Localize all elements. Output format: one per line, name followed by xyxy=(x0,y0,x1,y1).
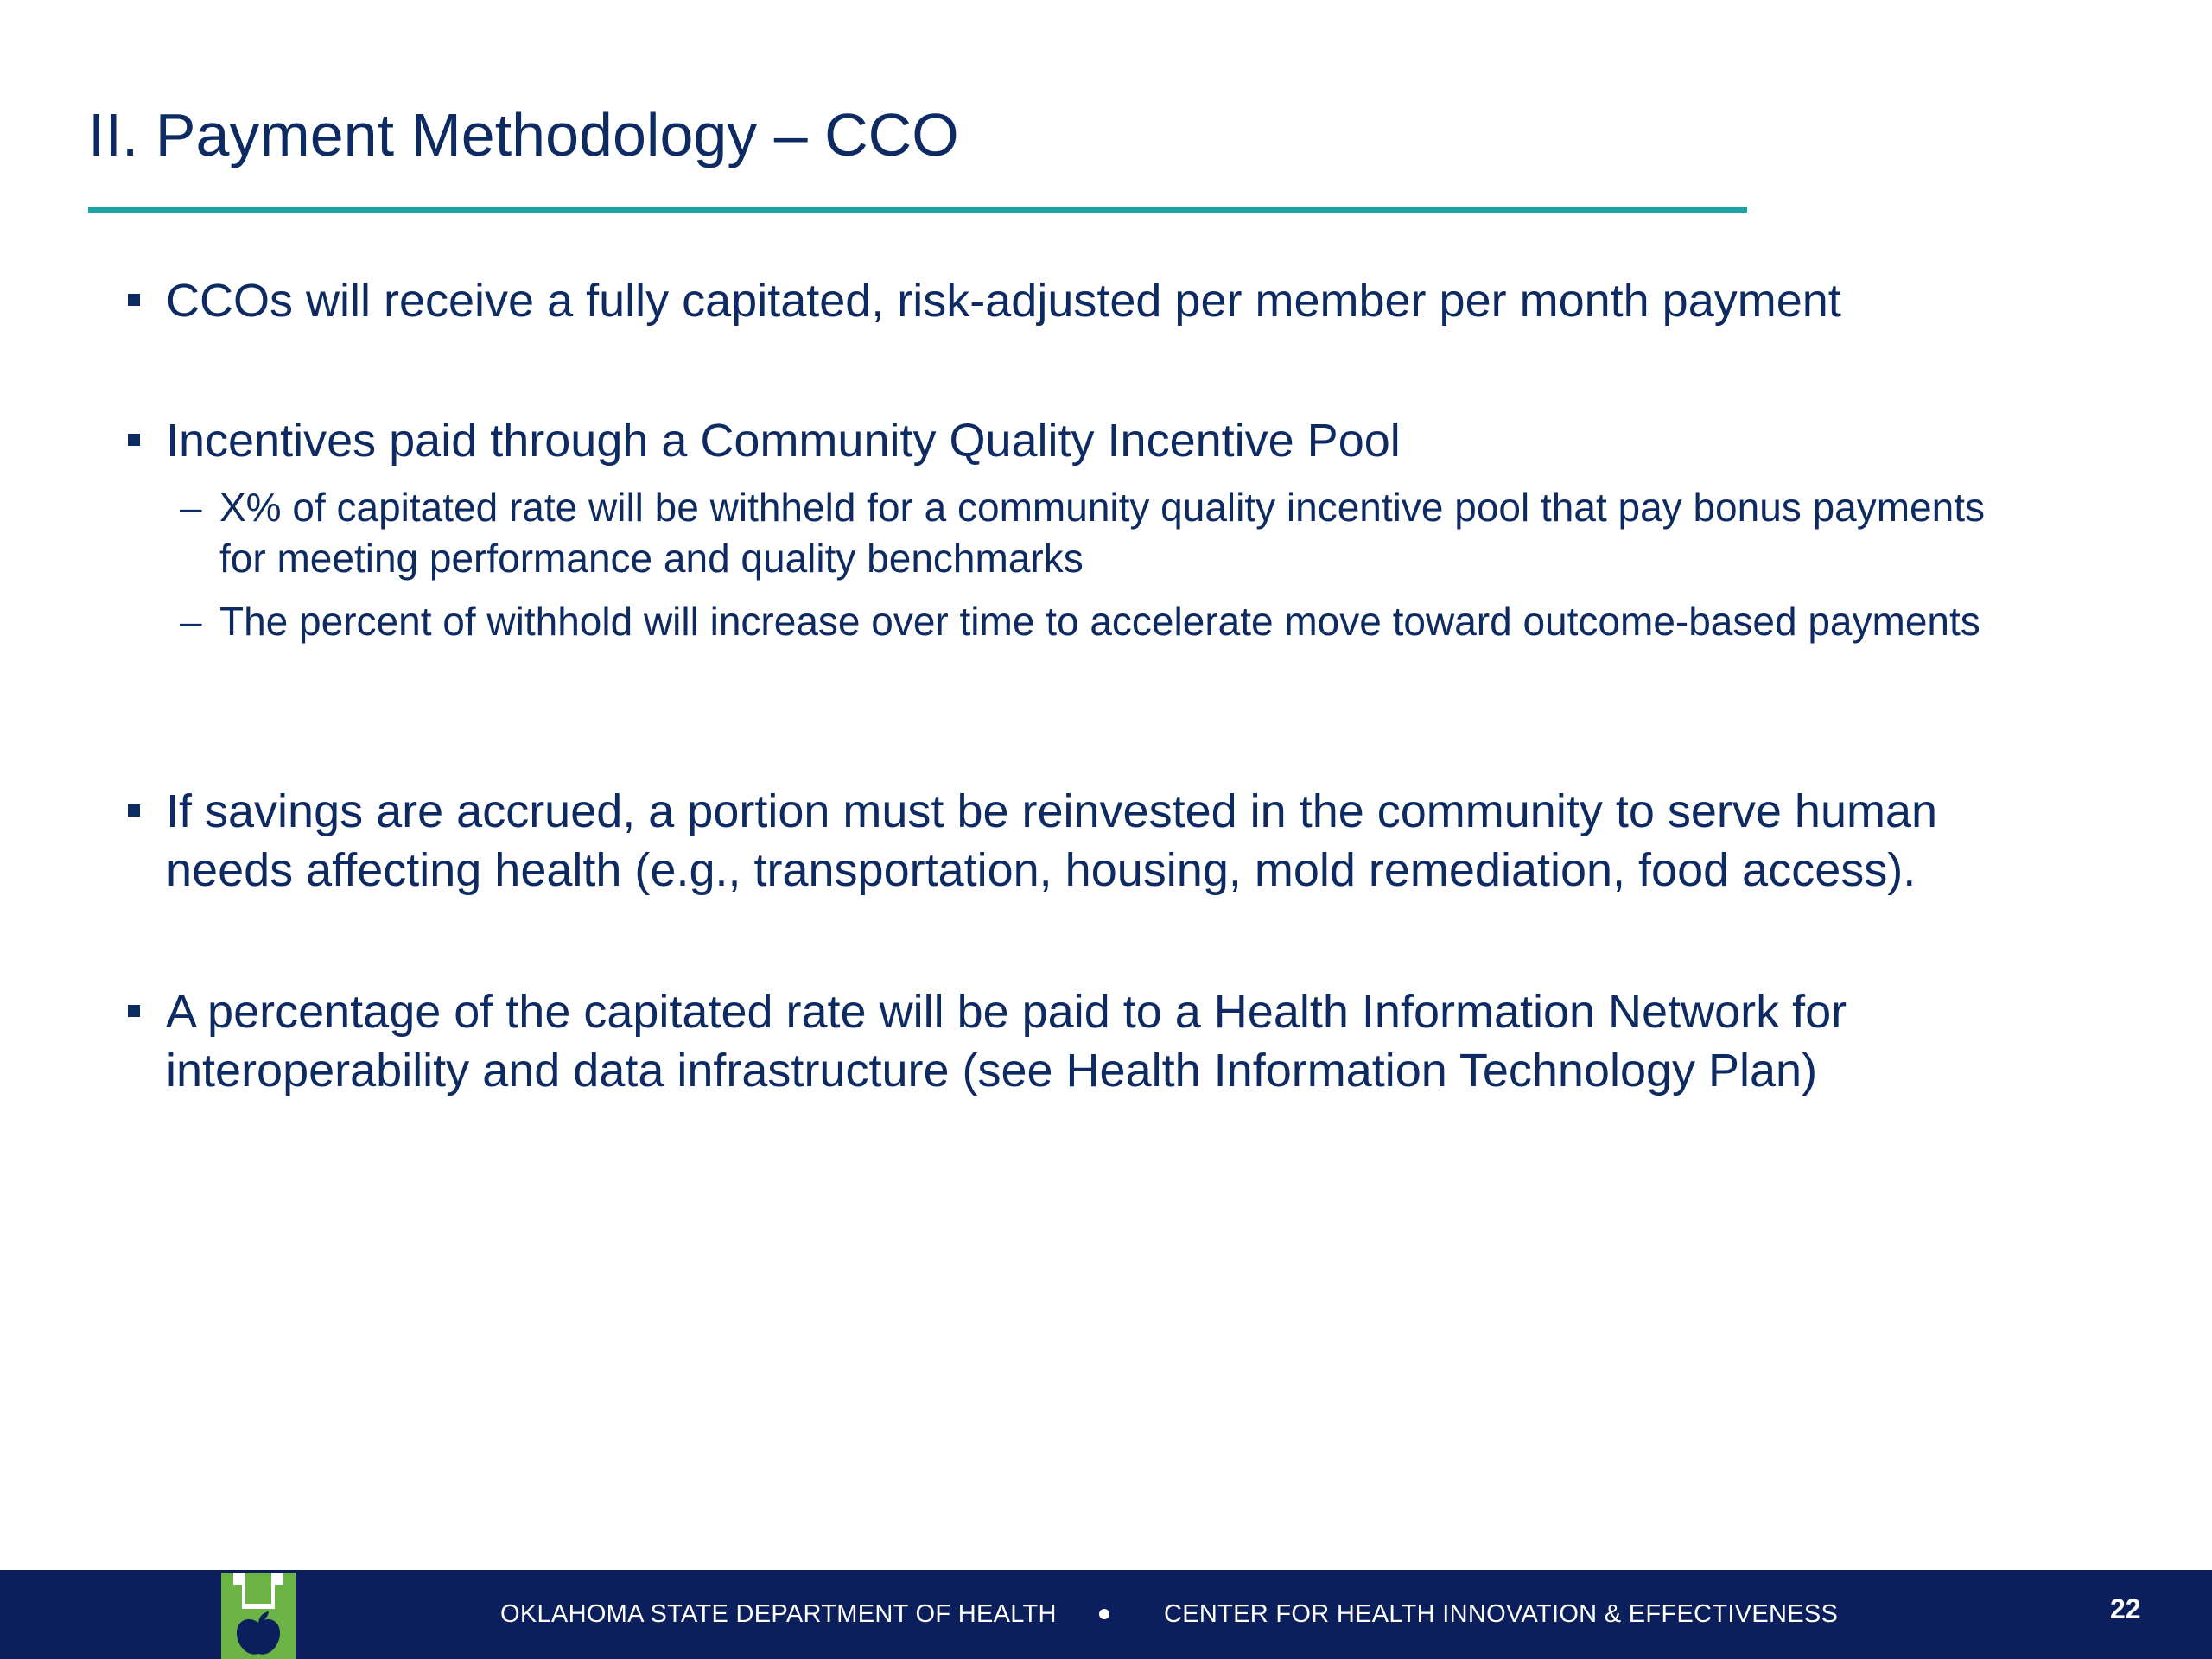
bullet-text: If savings are accrued, a portion must be reinvested in the community to serve human needs affecting health (e.g., transportation, housing, mold remediation, food access). xyxy=(166,785,1938,896)
sub-bullet-text: The percent of withhold will increase over time to accelerate move toward outcome-based payments xyxy=(219,599,1980,644)
bullet-item xyxy=(166,782,2067,899)
title-underline xyxy=(88,207,1747,213)
oklahoma-apple-logo-icon xyxy=(221,1573,296,1659)
footer-center-name: CENTER FOR HEALTH INNOVATION & EFFECTIVENESS xyxy=(1164,1600,1839,1628)
square-bullet-icon xyxy=(128,434,140,446)
page-number: 22 xyxy=(2110,1593,2141,1624)
bullet-item xyxy=(166,411,2067,470)
bullet-text: A percentage of the capitated rate will be paid to a Health Information Network for interoperability and data infrastructure (see Health Information Technology Plan) xyxy=(166,986,1847,1096)
bullet-text: CCOs will receive a fully capitated, risk-adjusted per member per month payment xyxy=(166,275,1841,327)
bullet-item xyxy=(166,982,2067,1100)
bullet-text: Incentives paid through a Community Quality Incentive Pool xyxy=(166,415,1401,467)
slide-title: II. Payment Methodology – CCO xyxy=(88,101,959,168)
sub-bullet-text: X% of capitated rate will be withheld for a community quality incentive pool that pay bonus payments for meeting performance and quality benchmarks xyxy=(219,485,1986,581)
bullet-item xyxy=(166,271,2067,330)
footer-separator-dot xyxy=(1099,1609,1109,1619)
sub-bullet-item xyxy=(180,482,1991,584)
square-bullet-icon xyxy=(128,1005,140,1017)
dash-bullet-icon: – xyxy=(180,485,202,530)
dash-bullet-icon: – xyxy=(180,599,202,644)
square-bullet-icon xyxy=(128,294,140,306)
footer-org-name: OKLAHOMA STATE DEPARTMENT OF HEALTH xyxy=(500,1600,1057,1628)
sub-bullet-item xyxy=(180,596,1991,647)
square-bullet-icon xyxy=(128,804,140,817)
